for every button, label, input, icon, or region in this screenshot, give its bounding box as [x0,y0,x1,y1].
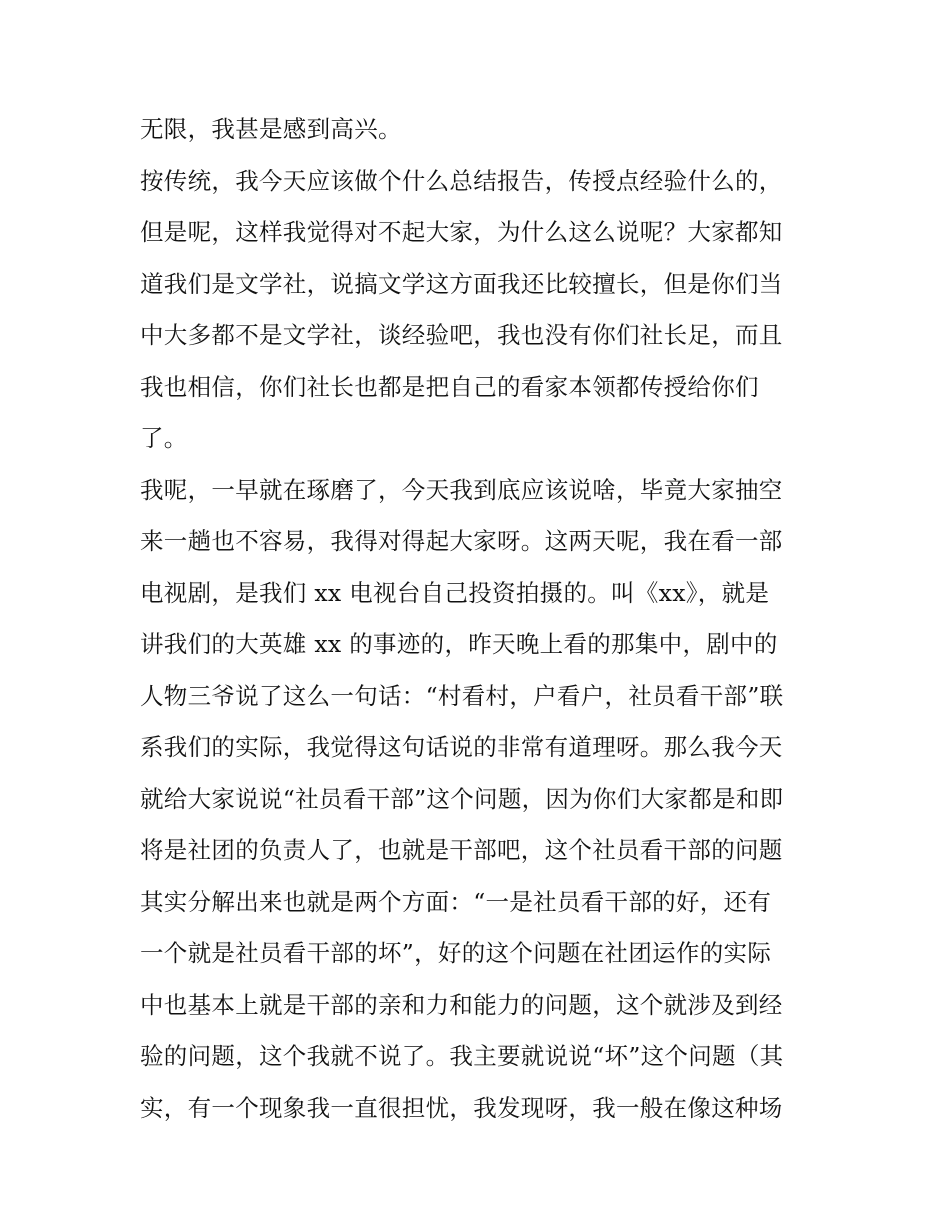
text-line: 电视剧，是我们 xx 电视台自己投资拍摄的。叫《xx》，就是 [140,578,770,607]
text-line: 将是社团的负责人了，也就是干部吧，这个社员看干部的问题 [140,836,783,864]
text-line: 我也相信，你们社长也都是把自己的看家本领都传授给你们 [140,372,759,401]
text-line: 实，有一个现象我一直很担忧，我发现呀，我一般在像这种场 [140,1093,783,1122]
text-line: 按传统，我今天应该做个什么总结报告，传授点经验什么的， [140,166,783,195]
text-line: 无限，我甚是感到高兴。 [140,115,402,143]
text-line: 讲我们的大英雄 xx 的事迹的，昨天晚上看的那集中，剧中的 [140,630,778,658]
text-line: 来一趟也不容易，我得对得起大家呀。这两天呢，我在看一部 [140,527,783,555]
text-line: 中也基本上就是干部的亲和力和能力的问题，这个就涉及到经 [140,990,783,1019]
text-line: 我呢，一早就在琢磨了，今天我到底应该说啥，毕竟大家抽空 [140,475,783,504]
text-line: 一个就是社员看干部的坏”，好的这个问题在社团运作的实际 [140,939,772,967]
text-line: 人物三爷说了这么一句话：“村看村，户看户，社员看干部”联 [140,681,784,710]
text-line: 系我们的实际，我觉得这句话说的非常有道理呀。那么我今天 [140,733,783,761]
text-line: 验的问题，这个我就不说了。我主要就说说“坏”这个问题（其 [140,1042,784,1070]
body-text [140,104,820,1134]
text-line: 但是呢，这样我觉得对不起大家，为什么这么说呢？大家都知 [140,218,783,246]
text-line: 中大多都不是文学社，谈经验吧，我也没有你们社长足，而且 [140,321,783,349]
text-line: 了。 [140,424,188,452]
text-line: 其实分解出来也就是两个方面：“一是社员看干部的好，还有 [140,887,772,916]
text-line: 就给大家说说“社员看干部”这个问题，因为你们大家都是和即 [140,784,784,813]
text-line: 道我们是文学社，说搞文学这方面我还比较擅长，但是你们当 [140,269,783,298]
